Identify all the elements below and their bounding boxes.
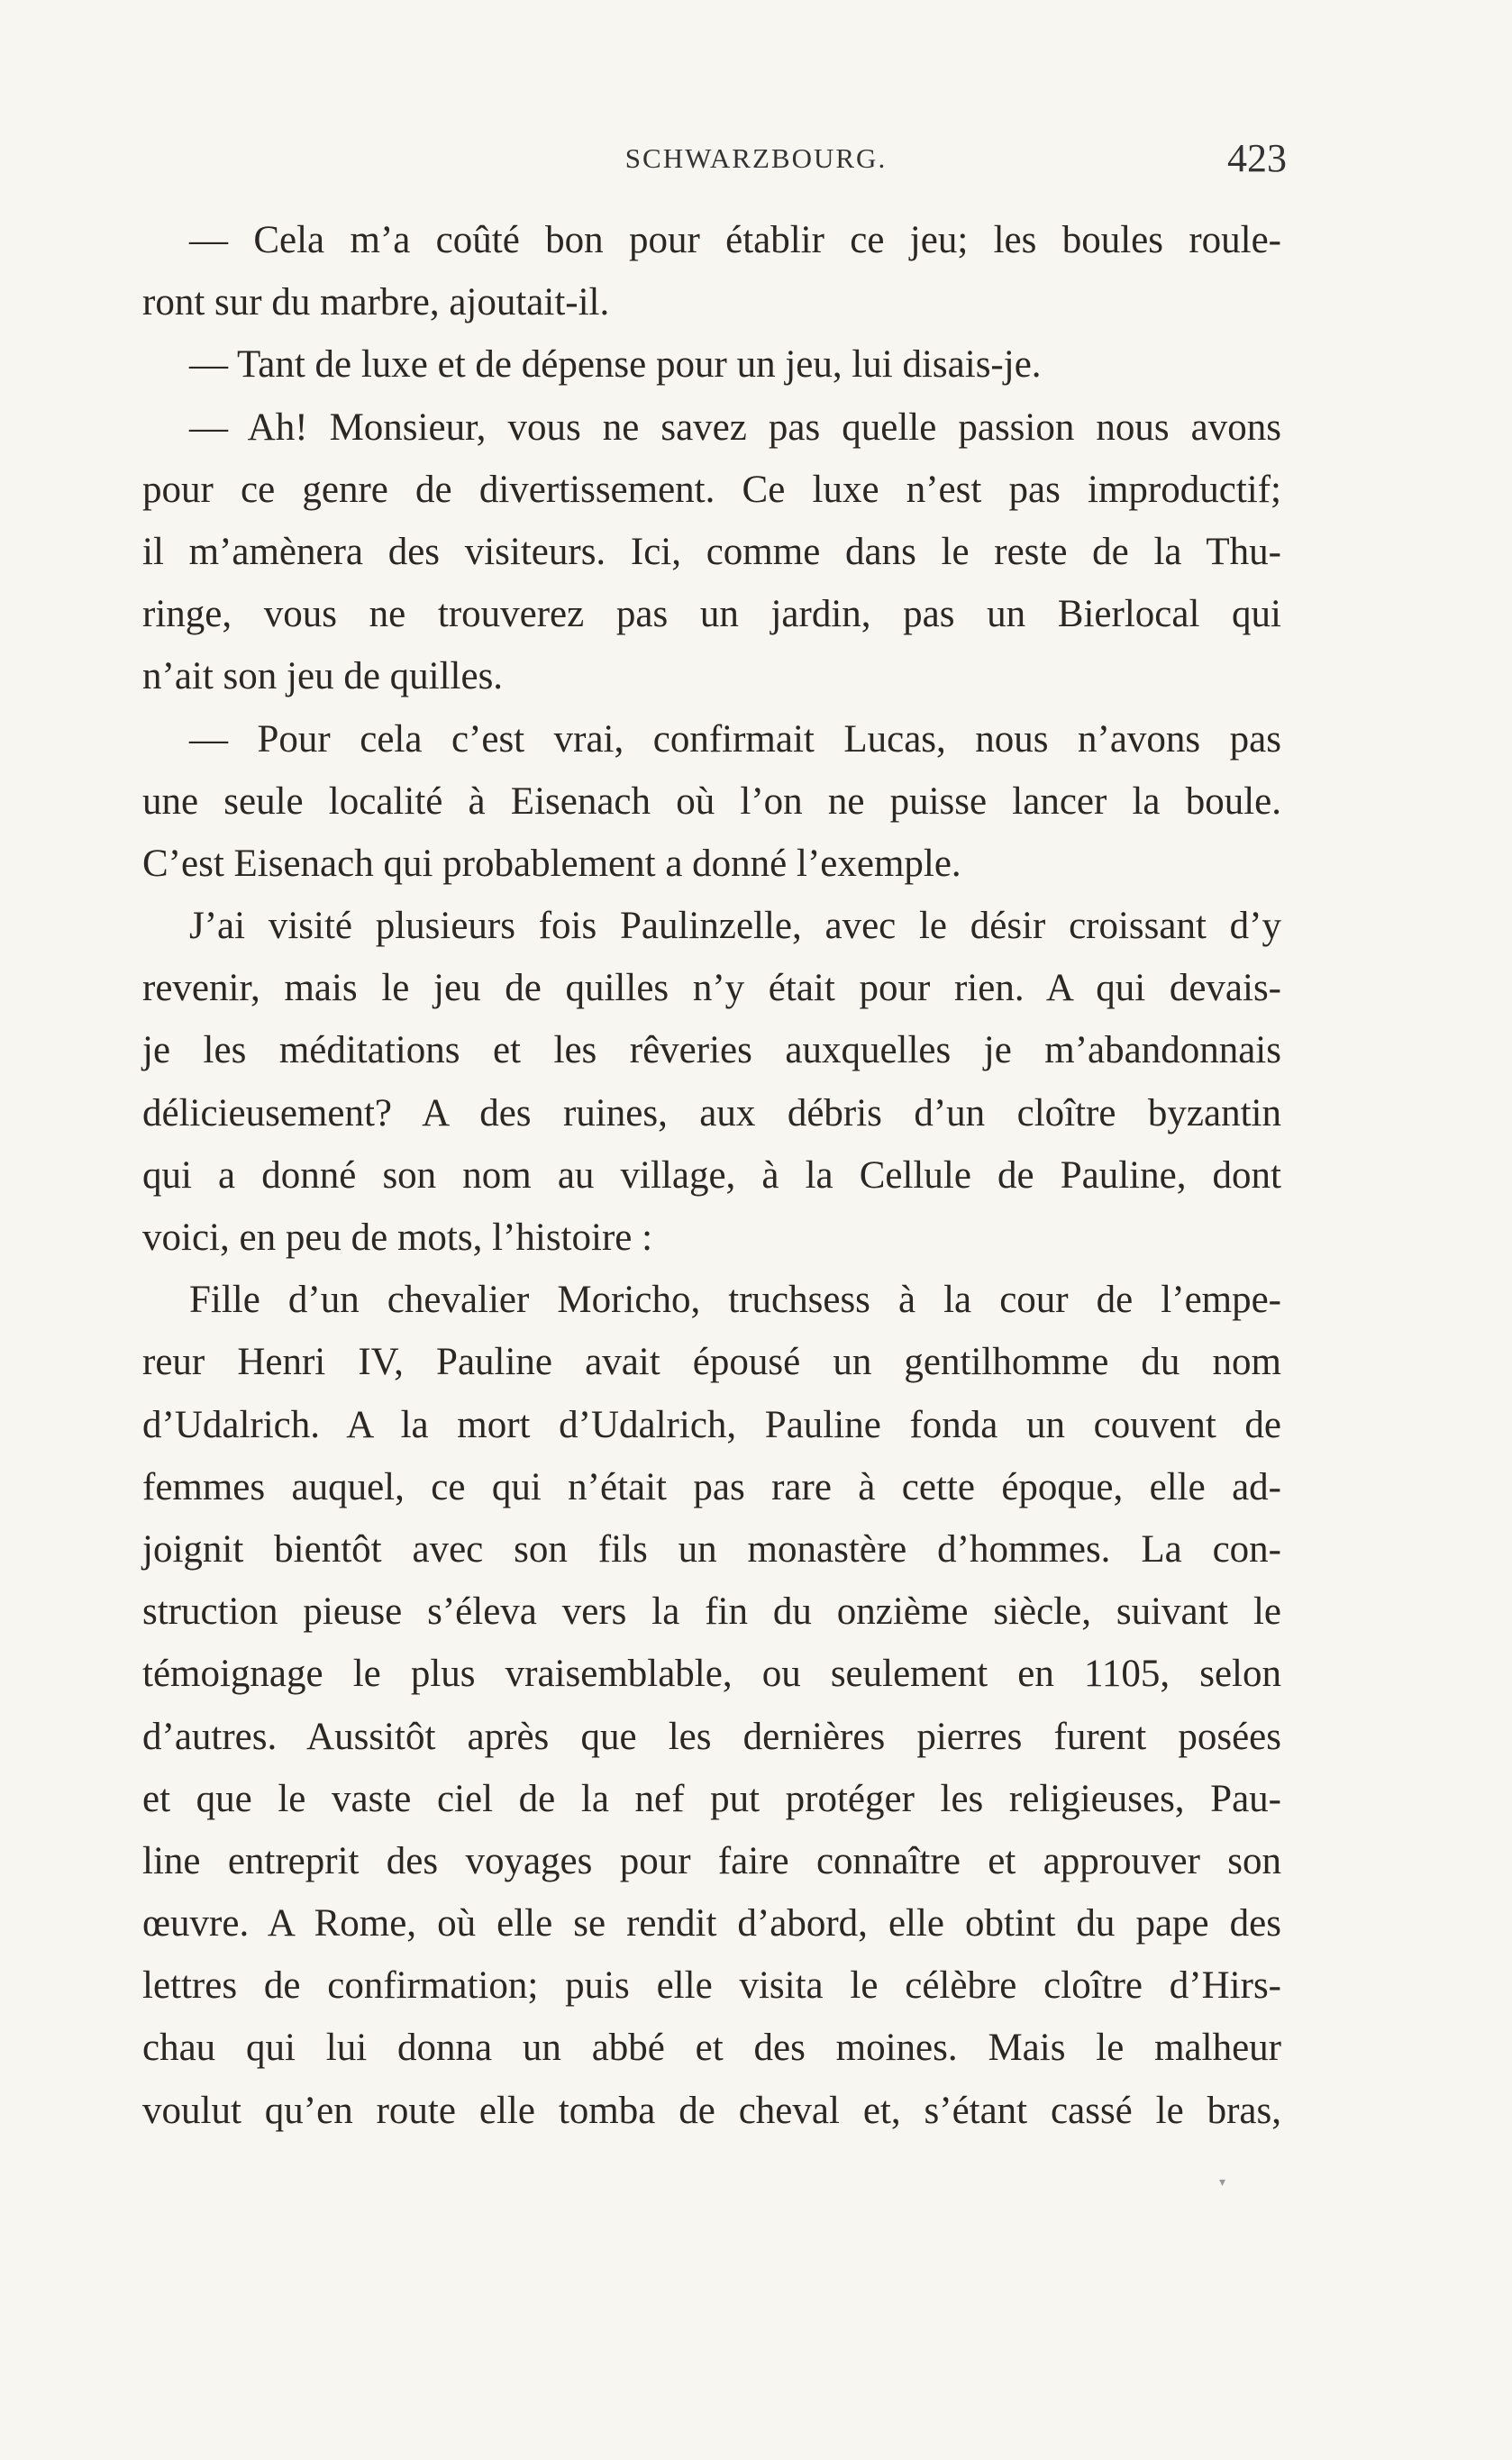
text-line: ront sur du marbre, ajoutait-il. [142,281,610,324]
text-line: d’autres. Aussitôt après que les dernières pierres furent posées [142,1715,1281,1758]
text-line: qui a donné son nom au village, à la Cellule de Pauline, dont [142,1153,1281,1197]
text-line: — Ah! Monsieur, vous ne savez pas quelle passion nous avons [189,405,1281,449]
text-line: voulut qu’en route elle tomba de cheval et, s’étant cassé le bras, [142,2089,1281,2132]
text-line: — Pour cela c’est vrai, confirmait Lucas, nous n’avons pas [189,717,1281,761]
text-line: d’Udalrich. A la mort d’Udalrich, Pauline fonda un couvent de [142,1403,1281,1446]
text-line: je les méditations et les rêveries auxquelles je m’abandonnais [142,1029,1281,1072]
text-line: œuvre. A Rome, où elle se rendit d’abord, elle obtint du pape des [142,1902,1281,1945]
text-line: revenir, mais le jeu de quilles n’y était pour rien. A qui devais- [142,967,1281,1010]
text-line: lettres de confirmation; puis elle visita le célèbre cloître d’Hirs- [142,1964,1281,2008]
text-line: — Cela m’a coûté bon pour établir ce jeu; les boules roule- [189,219,1281,261]
text-line: Fille d’un chevalier Moricho, truchsess à la cour de l’empe- [189,1279,1281,1322]
text-line: chau qui lui donna un abbé et des moines. Mais le malheur [142,2027,1281,2070]
text-line: délicieusement? A des ruines, aux débris d’un cloître byzantin [142,1091,1281,1134]
text-line: — Tant de luxe et de dépense pour un jeu, lui disais-je. [189,343,1042,387]
text-line: J’ai visité plusieurs fois Paulinzelle, avec le désir croissant d’y [189,905,1281,948]
text-line: n’ait son jeu de quilles. [142,655,504,698]
text-line: ringe, vous ne trouverez pas un jardin, pas un Bierlocal qui [142,593,1281,636]
text-line: et que le vaste ciel de la nef put protéger les religieuses, Pau- [142,1777,1281,1820]
text-line: une seule localité à Eisenach où l’on ne puisse lancer la boule. [142,779,1281,823]
page-number: 423 [1227,136,1287,180]
body-text [142,209,1281,2142]
text-line: voici, en peu de mots, l’histoire : [142,1216,653,1259]
text-line: line entreprit des voyages pour faire connaître et approuver son [142,1839,1281,1882]
text-line: il m’amènera des visiteurs. Ici, comme dans le reste de la Thu- [142,530,1281,573]
text-line: reur Henri IV, Pauline avait épousé un gentilhomme du nom [142,1341,1281,1384]
running-title: SCHWARZBOURG. [624,142,888,174]
running-head [0,135,1512,189]
text-line: joignit bientôt avec son fils un monastère d’hommes. La con- [142,1527,1281,1571]
text-line: témoignage le plus vraisemblable, ou seulement en 1105, selon [142,1653,1281,1696]
text-line: femmes auquel, ce qui n’était pas rare à cette époque, elle ad- [142,1465,1281,1508]
text-line: struction pieuse s’éleva vers la fin du onzième siècle, suivant le [142,1590,1281,1634]
text-line: pour ce genre de divertissement. Ce luxe n’est pas improductif; [142,468,1281,511]
print-mark: ▾ [1219,2176,1226,2190]
text-line: C’est Eisenach qui probablement a donné l’exemple. [142,842,961,885]
